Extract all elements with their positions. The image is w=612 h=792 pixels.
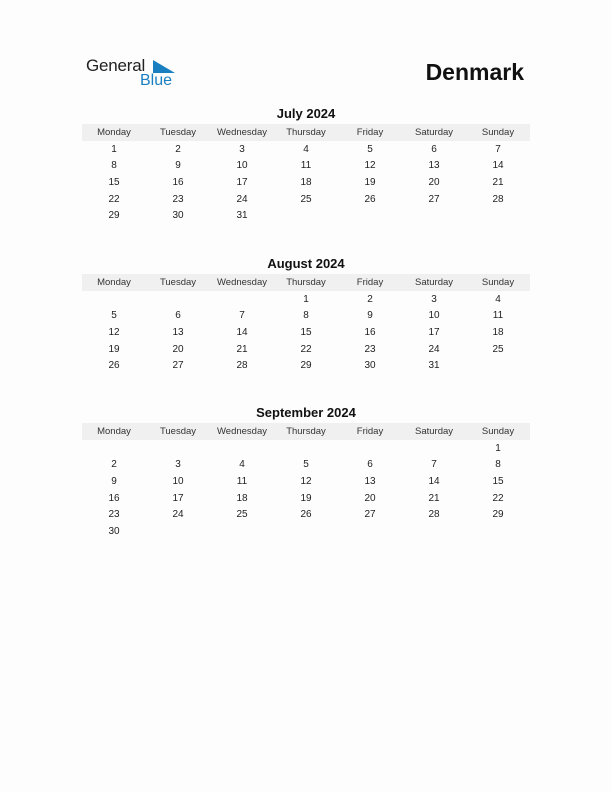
day-cell: 4 xyxy=(239,459,245,471)
day-cell: 18 xyxy=(236,492,248,504)
day-cell: 22 xyxy=(492,492,504,504)
day-cell: 20 xyxy=(428,176,440,188)
week-row xyxy=(82,191,530,208)
day-cell: 13 xyxy=(428,160,440,172)
day-cell: 10 xyxy=(428,310,440,322)
weekday-label: Wednesday xyxy=(217,277,267,288)
day-cell: 19 xyxy=(300,492,312,504)
day-cell: 29 xyxy=(108,210,120,222)
weekday-label: Thursday xyxy=(286,277,326,288)
weekday-label: Monday xyxy=(97,127,131,138)
day-cell: 26 xyxy=(364,193,376,205)
weekday-label: Friday xyxy=(356,277,384,288)
weekday-header-row xyxy=(82,423,530,440)
day-cell: 14 xyxy=(236,326,248,338)
day-cell: 11 xyxy=(492,310,504,322)
weekday-label: Wednesday xyxy=(217,426,267,437)
day-cell: 28 xyxy=(236,360,248,372)
day-cell: 21 xyxy=(428,492,440,504)
day-cell: 8 xyxy=(111,160,117,172)
day-cell: 27 xyxy=(364,509,376,521)
day-cell: 25 xyxy=(236,509,248,521)
weekday-label: Friday xyxy=(356,426,384,437)
day-cell: 19 xyxy=(108,343,120,355)
weekday-label: Tuesday xyxy=(159,277,197,288)
day-cell: 27 xyxy=(172,360,184,372)
day-cell: 12 xyxy=(364,160,376,172)
day-cell: 30 xyxy=(172,210,184,222)
weekday-label: Tuesday xyxy=(159,426,197,437)
day-cell: 1 xyxy=(111,143,117,155)
day-cell: 10 xyxy=(236,160,248,172)
day-cell: 5 xyxy=(111,310,117,322)
day-cell: 23 xyxy=(108,509,120,521)
day-cell: 2 xyxy=(175,143,181,155)
week-row xyxy=(82,207,530,224)
weekday-header-row xyxy=(82,274,530,291)
day-cell: 16 xyxy=(364,326,376,338)
week-row xyxy=(82,457,530,474)
week-row xyxy=(82,291,530,308)
day-cell: 15 xyxy=(108,176,120,188)
day-cell: 6 xyxy=(367,459,373,471)
day-cell: 24 xyxy=(236,193,248,205)
day-cell: 11 xyxy=(236,475,248,487)
weekday-label: Friday xyxy=(356,127,384,138)
month-calendar xyxy=(82,256,530,374)
day-cell: 7 xyxy=(431,459,437,471)
day-cell: 8 xyxy=(495,459,501,471)
day-cell: 25 xyxy=(300,193,312,205)
day-cell: 12 xyxy=(300,475,312,487)
day-cell: 22 xyxy=(108,193,120,205)
weekday-label: Thursday xyxy=(286,426,326,437)
day-cell: 9 xyxy=(367,310,373,322)
week-row xyxy=(82,308,530,325)
day-cell: 16 xyxy=(172,176,184,188)
weekday-header-row xyxy=(82,124,530,141)
day-cell: 29 xyxy=(492,509,504,521)
day-cell: 15 xyxy=(300,326,312,338)
week-row xyxy=(82,324,530,341)
week-row xyxy=(82,440,530,457)
day-cell: 7 xyxy=(495,143,501,155)
logo-text-general: General xyxy=(86,56,146,75)
weekday-label: Sunday xyxy=(481,277,515,288)
day-cell: 4 xyxy=(495,293,501,305)
day-cell: 14 xyxy=(492,160,504,172)
day-cell: 3 xyxy=(175,459,181,471)
weekday-label: Sunday xyxy=(481,127,515,138)
day-cell: 1 xyxy=(495,442,501,454)
day-cell: 26 xyxy=(300,509,312,521)
day-cell: 11 xyxy=(300,160,312,172)
week-row xyxy=(82,506,530,523)
day-cell: 18 xyxy=(300,176,312,188)
day-cell: 31 xyxy=(236,210,248,222)
day-cell: 10 xyxy=(172,475,184,487)
day-cell: 7 xyxy=(239,310,245,322)
week-row xyxy=(82,473,530,490)
day-cell: 18 xyxy=(492,326,504,338)
month-calendar xyxy=(82,106,530,224)
day-cell: 17 xyxy=(172,492,184,504)
day-cell: 20 xyxy=(364,492,376,504)
day-cell: 23 xyxy=(172,193,184,205)
week-row xyxy=(82,341,530,358)
day-cell: 20 xyxy=(172,343,184,355)
day-cell: 9 xyxy=(175,160,181,172)
day-cell: 6 xyxy=(175,310,181,322)
day-cell: 12 xyxy=(108,326,120,338)
day-cell: 29 xyxy=(300,360,312,372)
day-cell: 26 xyxy=(108,360,120,372)
day-cell: 28 xyxy=(428,509,440,521)
weekday-label: Saturday xyxy=(414,127,454,138)
month-title: August 2024 xyxy=(267,256,345,271)
weekday-label: Sunday xyxy=(481,426,515,437)
day-cell: 17 xyxy=(428,326,440,338)
day-cell: 23 xyxy=(364,343,376,355)
day-cell: 31 xyxy=(428,360,440,372)
country-title: Denmark xyxy=(425,59,524,85)
week-row xyxy=(82,357,530,374)
logo-text-blue: Blue xyxy=(140,72,173,89)
day-cell: 14 xyxy=(428,475,440,487)
day-cell: 5 xyxy=(367,143,373,155)
day-cell: 3 xyxy=(431,293,437,305)
week-row xyxy=(82,174,530,191)
week-row xyxy=(82,158,530,175)
day-cell: 15 xyxy=(492,475,504,487)
month-title: September 2024 xyxy=(256,405,356,420)
day-cell: 8 xyxy=(303,310,309,322)
day-cell: 2 xyxy=(367,293,373,305)
month-title: July 2024 xyxy=(276,106,336,121)
weekday-label: Monday xyxy=(97,277,131,288)
weekday-label: Wednesday xyxy=(217,127,267,138)
weekday-label: Monday xyxy=(97,426,131,437)
month-calendar xyxy=(82,405,530,540)
week-row xyxy=(82,523,530,540)
day-cell: 9 xyxy=(111,475,117,487)
weekday-label: Thursday xyxy=(286,127,326,138)
day-cell: 30 xyxy=(108,525,120,537)
day-cell: 19 xyxy=(364,176,376,188)
day-cell: 4 xyxy=(303,143,309,155)
day-cell: 21 xyxy=(492,176,504,188)
day-cell: 13 xyxy=(364,475,376,487)
day-cell: 16 xyxy=(108,492,120,504)
day-cell: 3 xyxy=(239,143,245,155)
day-cell: 21 xyxy=(236,343,248,355)
day-cell: 17 xyxy=(236,176,248,188)
weekday-label: Tuesday xyxy=(159,127,197,138)
day-cell: 25 xyxy=(492,343,504,355)
day-cell: 2 xyxy=(111,459,117,471)
week-row xyxy=(82,141,530,158)
day-cell: 30 xyxy=(364,360,376,372)
day-cell: 27 xyxy=(428,193,440,205)
day-cell: 24 xyxy=(172,509,184,521)
week-row xyxy=(82,490,530,507)
day-cell: 1 xyxy=(303,293,309,305)
weekday-label: Saturday xyxy=(414,426,454,437)
day-cell: 13 xyxy=(172,326,184,338)
weekday-label: Saturday xyxy=(414,277,454,288)
day-cell: 28 xyxy=(492,193,504,205)
day-cell: 24 xyxy=(428,343,440,355)
day-cell: 22 xyxy=(300,343,312,355)
generalblue-logo xyxy=(86,56,186,92)
day-cell: 6 xyxy=(431,143,437,155)
day-cell: 5 xyxy=(303,459,309,471)
